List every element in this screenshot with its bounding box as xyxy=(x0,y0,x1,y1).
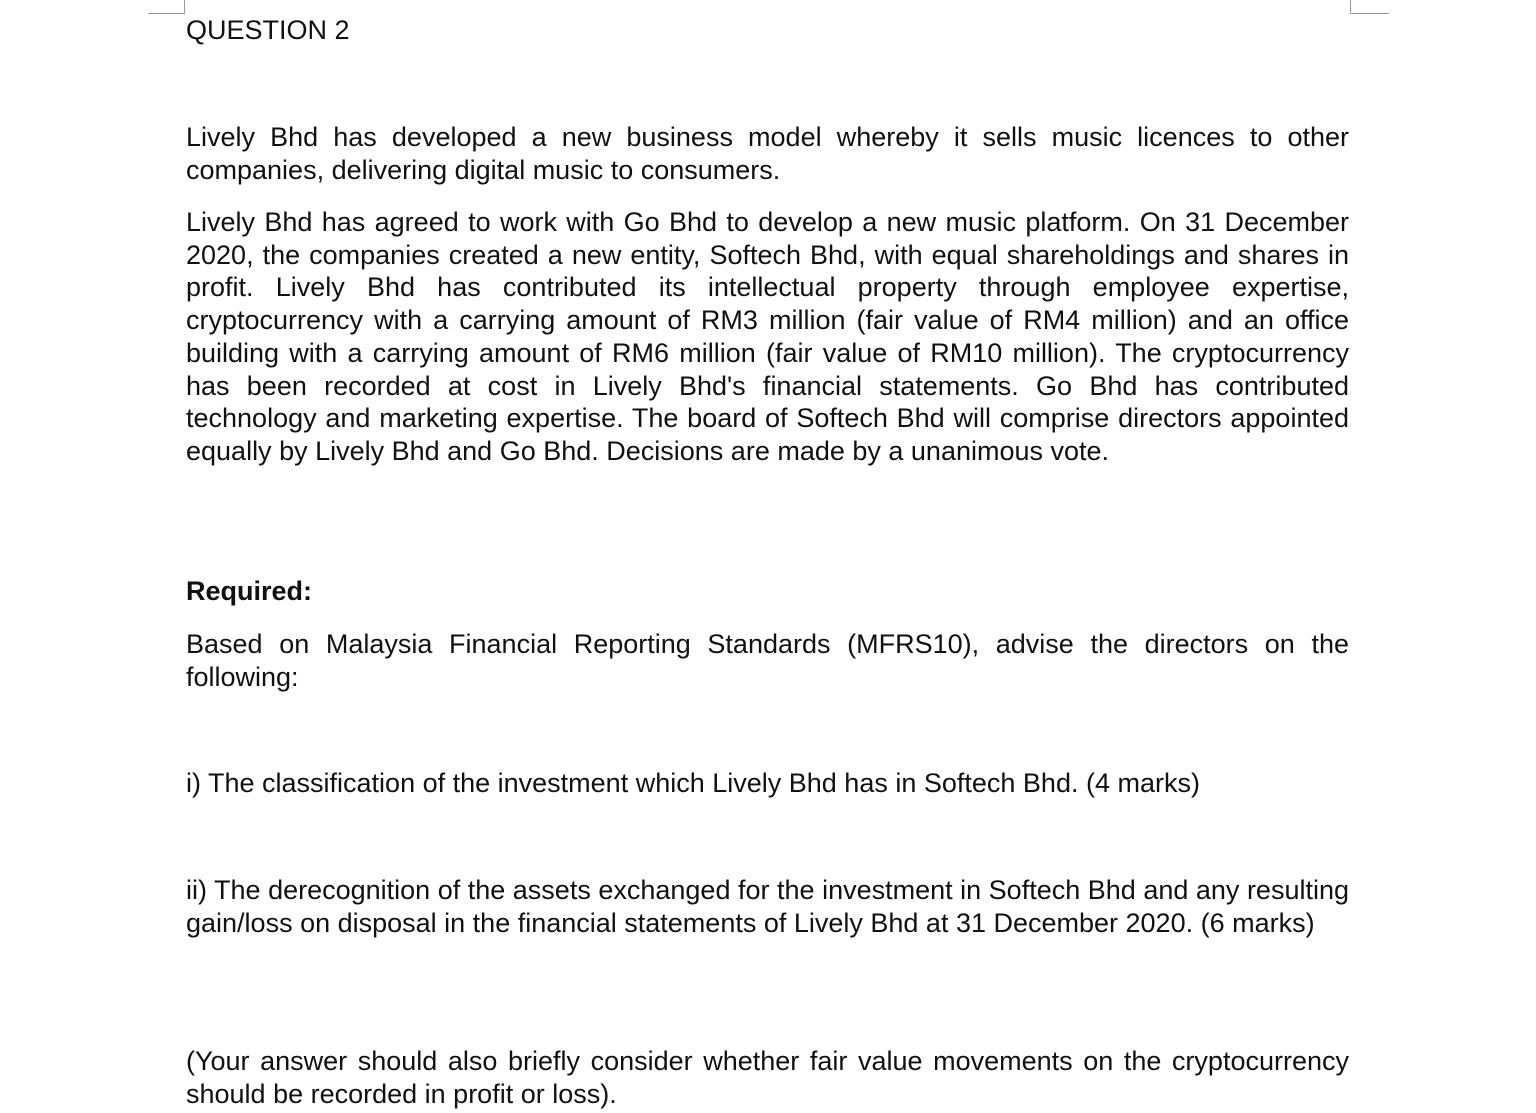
question-part-i: i) The classification of the investment which Lively Bhd has in Softech Bhd. (4 marks) xyxy=(186,768,1200,798)
question-title: QUESTION 2 xyxy=(186,15,350,45)
answer-note: (Your answer should also briefly consider whether fair value movements on the cryptocurrency should be recorded in profit or loss). xyxy=(186,1046,1349,1109)
case-paragraph: Lively Bhd has agreed to work with Go Bhd to develop a new music platform. On 31 December 2020, the companies created a new entity, Softech Bhd, with equal shareholdings and shares in profit. Lively Bhd has contributed its intellectual property through employee expertise, cryptocurrency with a carrying amount of RM3 million (fair value of RM4 million) and an office building with a carrying amount of RM6 million (fair value of RM10 million). The cryptocurrency has been recorded at cost in Lively Bhd's financial statements. Go Bhd has contributed technology and marketing expertise. The board of Softech Bhd will comprise directors appointed equally by Lively Bhd and Go Bhd. Decisions are made by a unanimous vote. xyxy=(186,207,1349,466)
question-part-ii: ii) The derecognition of the assets exchanged for the investment in Softech Bhd and any resulting gain/loss on disposal in the financial statements of Lively Bhd at 31 December 2020. (6 marks) xyxy=(186,875,1349,938)
required-heading: Required: xyxy=(186,576,313,606)
intro-paragraph: Lively Bhd has developed a new business model whereby it sells music licences to other companies, delivering digital music to consumers. xyxy=(186,122,1349,185)
page-corner-mark-right xyxy=(1350,0,1389,14)
page-corner-mark-left xyxy=(148,0,185,14)
instruction-paragraph: Based on Malaysia Financial Reporting Standards (MFRS10), advise the directors on the following: xyxy=(186,629,1349,692)
